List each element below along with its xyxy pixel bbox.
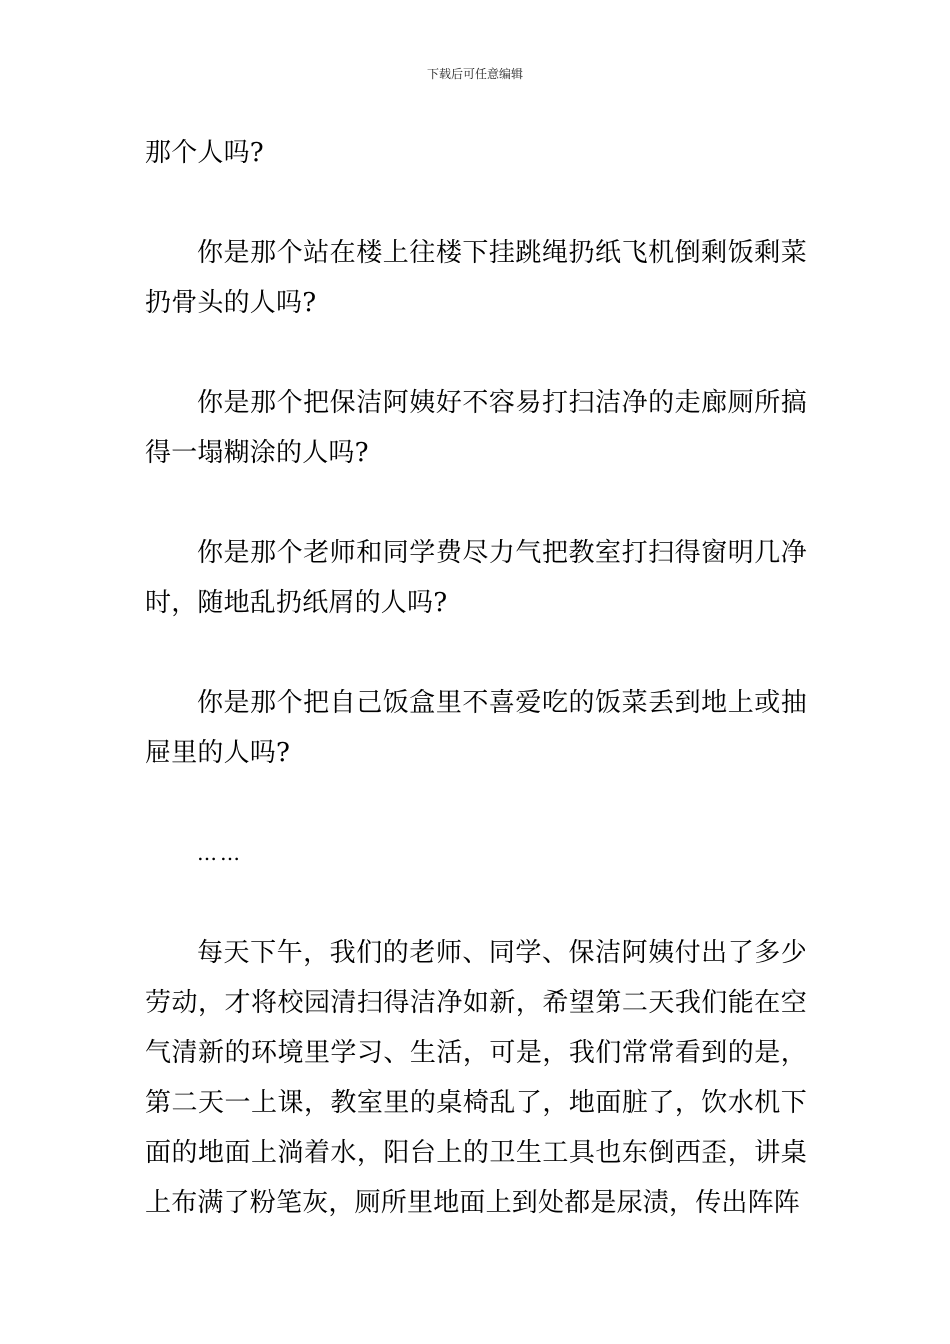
document-body xyxy=(145,128,807,1228)
paragraph-question-3: 你是那个老师和同学费尽力气把教室打扫得窗明几净时，随地乱扔纸屑的人吗? xyxy=(145,538,807,618)
ellipsis-line: …… xyxy=(197,841,243,865)
paragraph-question-2: 你是那个把保洁阿姨好不容易打扫洁净的走廊厕所搞得一塌糊涂的人吗? xyxy=(145,388,807,468)
paragraph-gap xyxy=(145,778,807,828)
paragraph-continuation: 那个人吗? xyxy=(145,138,264,168)
paragraph-question-1: 你是那个站在楼上往楼下挂跳绳扔纸飞机倒剩饭剩菜扔骨头的人吗? xyxy=(145,238,807,318)
paragraph-gap xyxy=(145,628,807,678)
page-header: 下载后可任意编辑 xyxy=(426,67,523,81)
paragraph-gap xyxy=(145,878,807,928)
paragraph-gap xyxy=(145,478,807,528)
paragraph-main: 每天下午，我们的老师、同学、保洁阿姨付出了多少劳动，才将校园清扫得洁净如新，希望第二天我们能在空气清新的环境里学习、生活，可是，我们常常看到的是，第二天一上课，教室里的桌椅乱了，地面脏了，饮水机下面的地面上淌着水，阳台上的卫生工具也东倒西歪，讲桌上布满了粉笔灰，厕所里地面上到处都是尿渍，传出阵阵 xyxy=(145,938,807,1218)
paragraph-gap xyxy=(145,328,807,378)
paragraph-question-4: 你是那个把自己饭盒里不喜爱吃的饭菜丢到地上或抽屉里的人吗? xyxy=(145,688,807,768)
paragraph-gap xyxy=(145,178,807,228)
